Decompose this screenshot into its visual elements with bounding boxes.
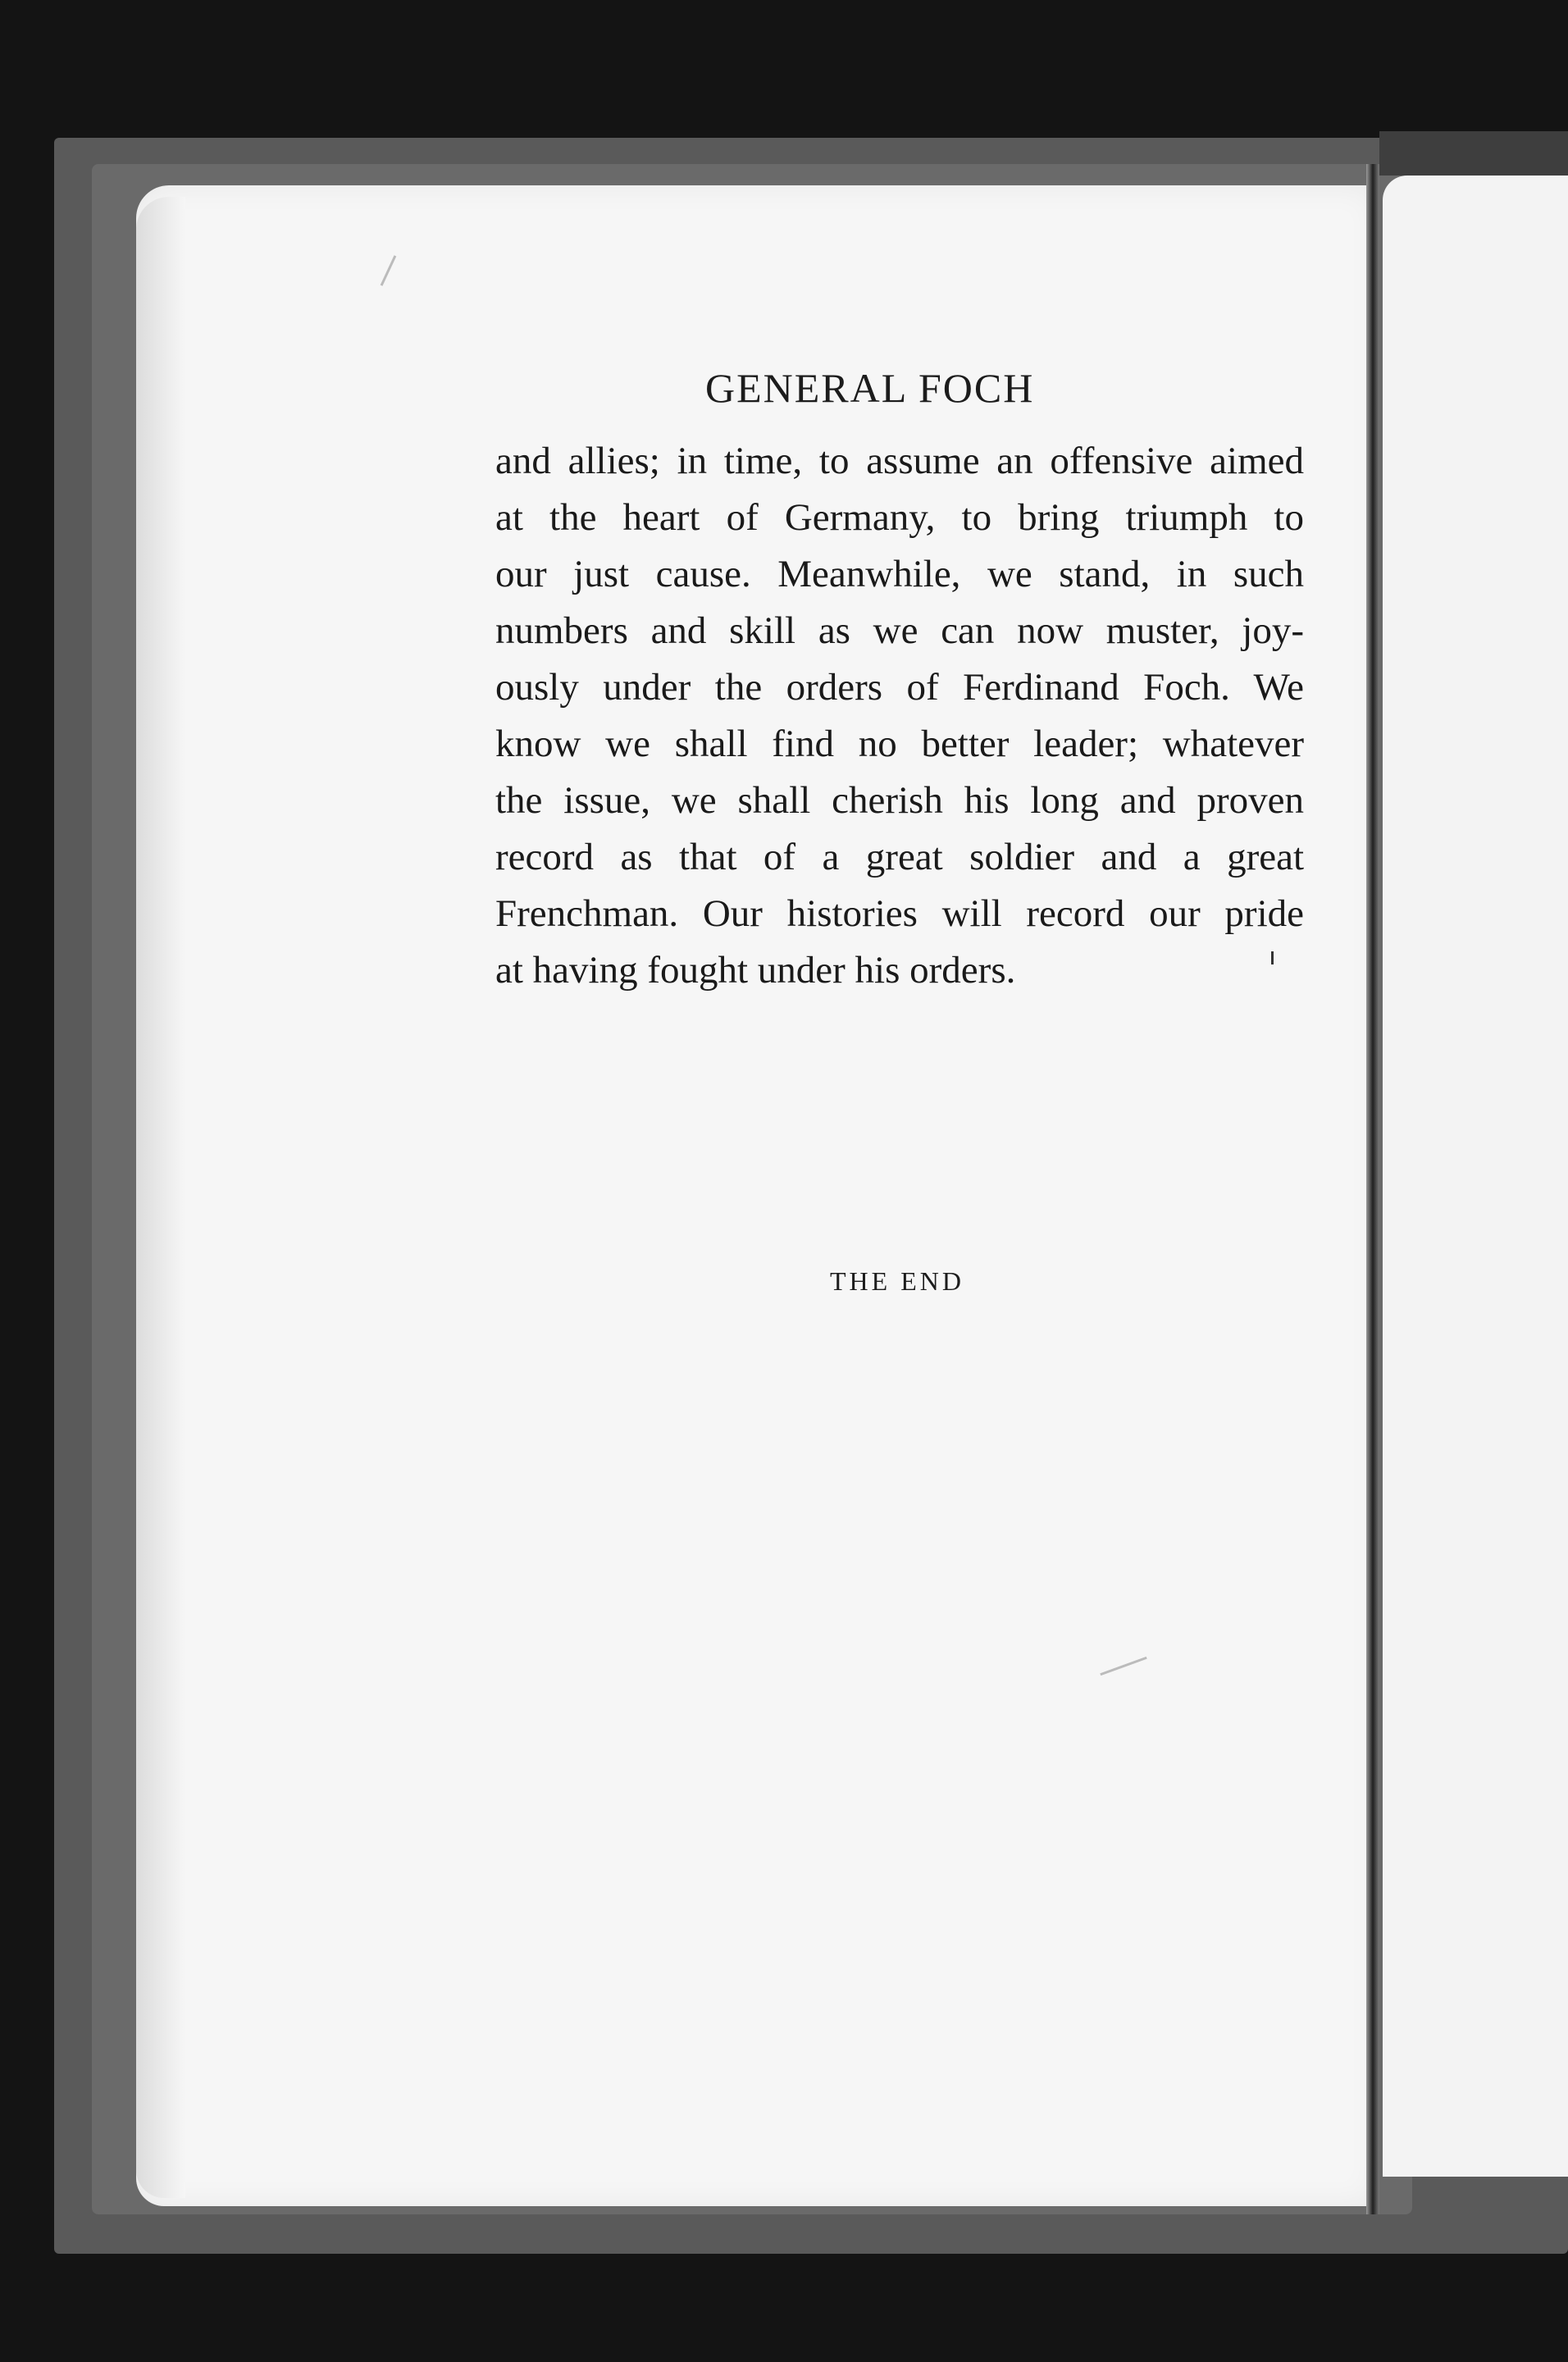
text-line: Frenchman. Our histories will record our pride (495, 892, 1304, 935)
text-line: know we shall find no better leader; whatever (495, 723, 1304, 765)
the-end-label: THE END (830, 1266, 964, 1296)
book-gutter (1366, 164, 1379, 2214)
text-line: record as that of a great soldier and a great (495, 836, 1304, 878)
next-cover-edge (1379, 131, 1568, 176)
text-line: at having fought under his orders. (495, 949, 1016, 992)
text-line: numbers and skill as we can now muster, joy- (495, 609, 1304, 652)
text-line: and allies; in time, to assume an offensive aimed (495, 440, 1304, 482)
body-text (495, 433, 1304, 999)
running-head: GENERAL FOCH (705, 365, 1035, 411)
text-line: at the heart of Germany, to bring triumph to (495, 496, 1304, 539)
text-line: our just cause. Meanwhile, we stand, in such (495, 553, 1304, 595)
text-line: the issue, we shall cherish his long and proven (495, 779, 1304, 822)
text-line: ously under the orders of Ferdinand Foch. We (495, 666, 1304, 709)
next-page (1383, 176, 1568, 2177)
page-edge (136, 197, 185, 2198)
